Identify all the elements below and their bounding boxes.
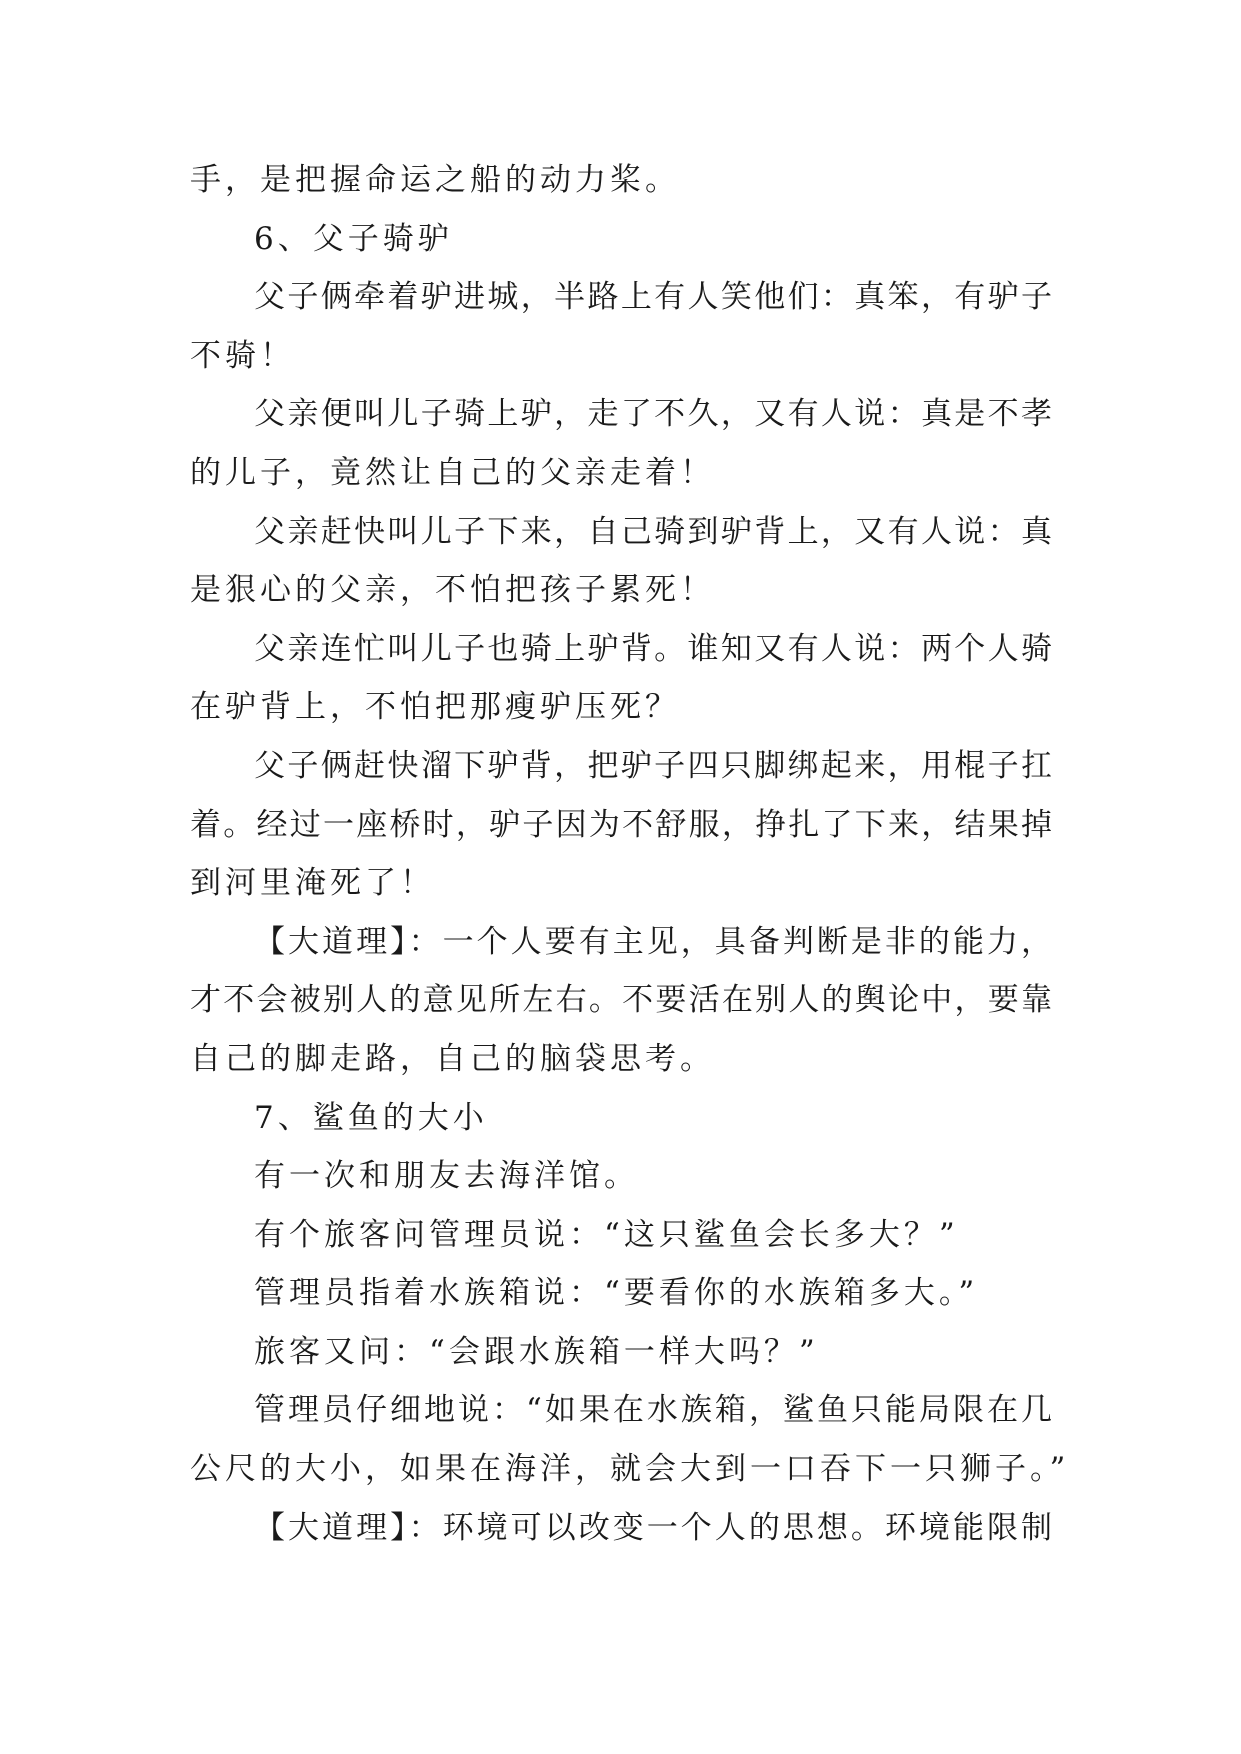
text-line: [190, 444, 1052, 503]
line-text: 才不会被别人的意见所左右。不要活在别人的舆论中，要靠: [190, 982, 1052, 1019]
text-line: [190, 796, 1052, 855]
text-line: [190, 561, 1052, 620]
text-line: [190, 620, 1052, 679]
line-text: 的儿子，竟然让自己的父亲走着！: [190, 454, 715, 491]
text-line: [190, 327, 1052, 386]
text-line: [190, 503, 1052, 562]
text-line: [190, 268, 1052, 327]
line-text: 父子俩牵着驴进城，半路上有人笑他们：真笨，有驴子: [254, 279, 1052, 316]
line-text: 自己的脚走路，自己的脑袋思考。: [190, 1040, 715, 1077]
line-text: 父亲连忙叫儿子也骑上驴背。谁知又有人说：两个人骑: [254, 630, 1052, 667]
text-line: [190, 1381, 1052, 1440]
line-text: 管理员仔细地说：“如果在水族箱，鲨鱼只能局限在几: [254, 1392, 1052, 1429]
text-line: [190, 678, 1052, 737]
text-line: [190, 854, 1052, 913]
line-text: 6、父子骑驴: [254, 220, 453, 257]
line-text: 管理员指着水族箱说：“要看你的水族箱多大。”: [254, 1275, 979, 1312]
line-text: 【大道理】：环境可以改变一个人的思想。环境能限制: [254, 1509, 1052, 1546]
line-text: 有个旅客问管理员说：“这只鲨鱼会长多大？”: [254, 1216, 959, 1253]
line-text: 公尺的大小，如果在海洋，就会大到一口吞下一只狮子。”: [190, 1451, 1070, 1488]
line-text: 有一次和朋友去海洋馆。: [254, 1158, 639, 1195]
text-line: [190, 1440, 1070, 1499]
text-line: [190, 1264, 1052, 1323]
section-heading: [190, 1089, 1052, 1148]
text-line: [190, 737, 1052, 796]
document-page: [190, 151, 1070, 1557]
text-line: [190, 1030, 1052, 1089]
text-line: [190, 1147, 1052, 1206]
text-line: [190, 1323, 1052, 1382]
text-line: [190, 151, 1052, 210]
line-text: 父子俩赶快溜下驴背，把驴子四只脚绑起来，用棍子扛: [254, 747, 1052, 784]
line-text: 着。经过一座桥时，驴子因为不舒服，挣扎了下来，结果掉: [190, 806, 1052, 843]
moral-line: [190, 913, 1052, 972]
line-text: 在驴背上，不怕把那瘦驴压死？: [190, 689, 680, 726]
line-text: 7、鲨鱼的大小: [254, 1099, 488, 1136]
text-line: [190, 1206, 1052, 1265]
moral-line: [190, 1499, 1052, 1558]
line-text: 手，是把握命运之船的动力桨。: [190, 162, 680, 198]
line-text: 【大道理】：一个人要有主见，具备判断是非的能力，: [254, 923, 1052, 960]
text-line: [190, 385, 1052, 444]
line-text: 是狠心的父亲，不怕把孩子累死！: [190, 572, 715, 609]
line-text: 父亲赶快叫儿子下来，自己骑到驴背上，又有人说：真: [254, 513, 1052, 550]
line-text: 旅客又问：“会跟水族箱一样大吗？”: [254, 1333, 819, 1370]
section-heading: [190, 210, 1052, 269]
text-line: [190, 971, 1052, 1030]
line-text: 父亲便叫儿子骑上驴，走了不久，又有人说：真是不孝: [254, 396, 1052, 433]
line-text: 到河里淹死了！: [190, 865, 435, 902]
line-text: 不骑！: [190, 337, 295, 374]
